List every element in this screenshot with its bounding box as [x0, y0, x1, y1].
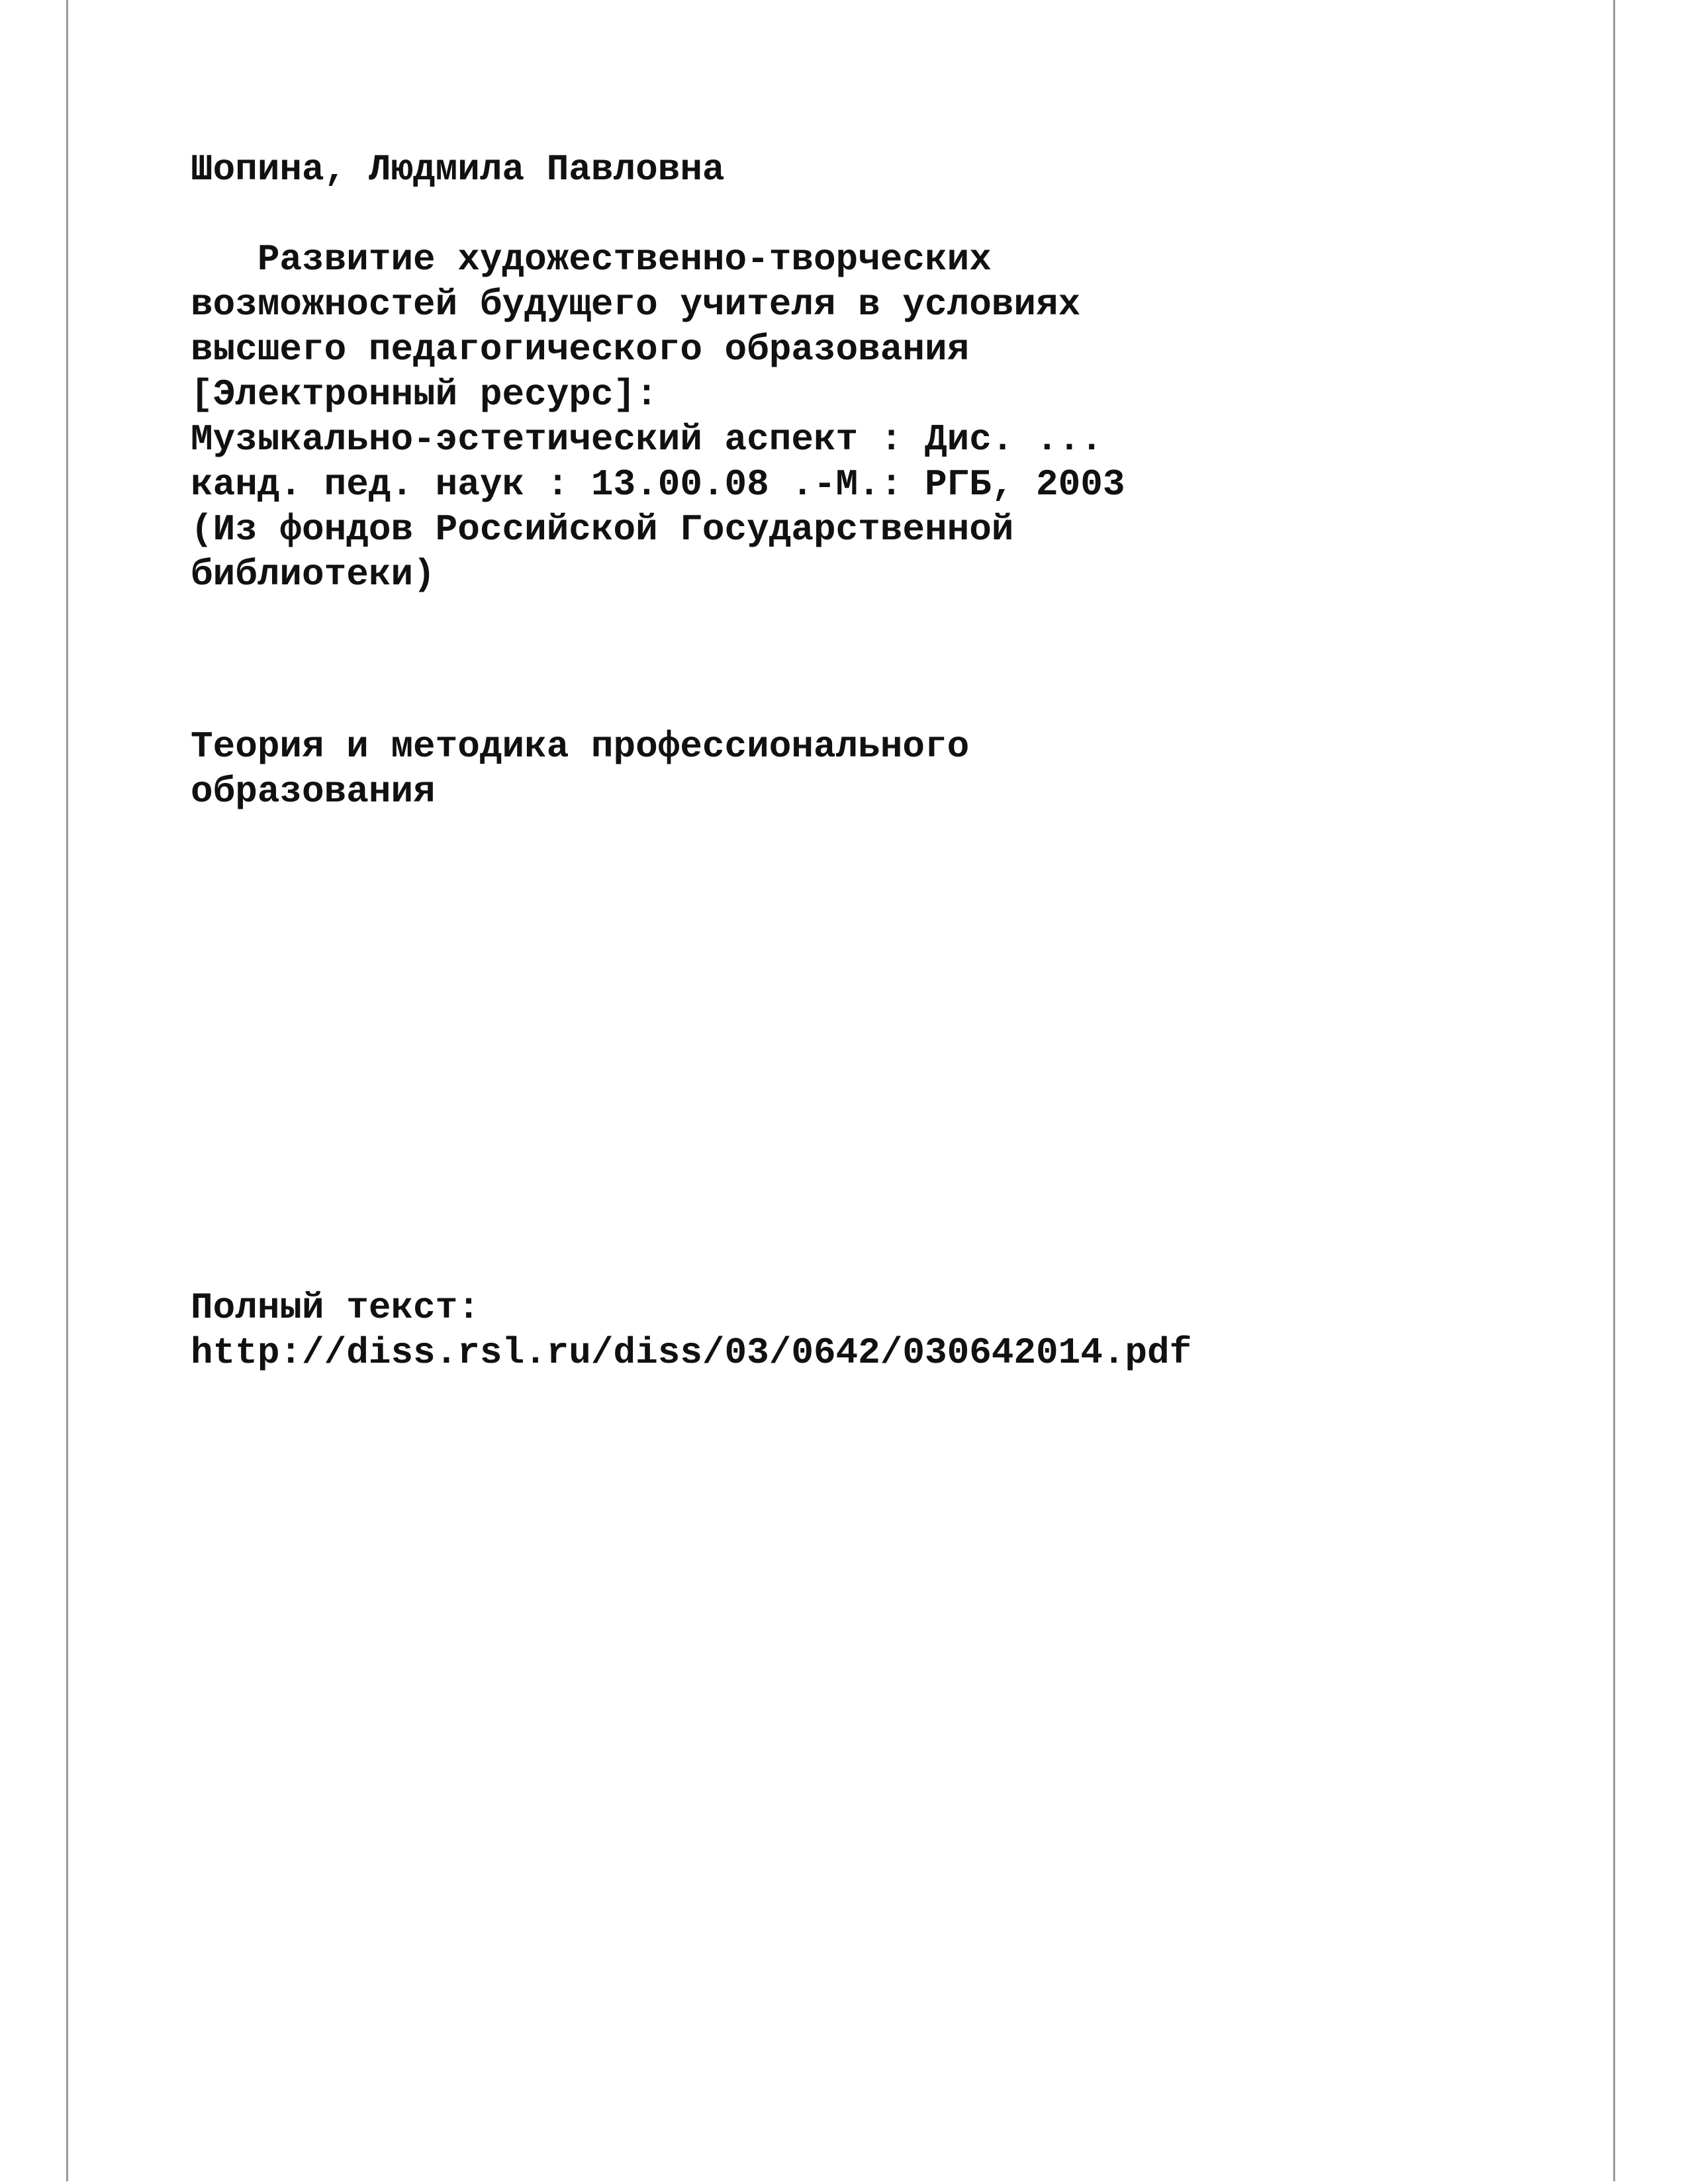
record-line: (Из фондов Российской Государственной: [191, 508, 1014, 551]
record-line: библиотеки): [191, 553, 436, 596]
record-line: Развитие художественно-творческих: [191, 238, 992, 281]
subject-line: образования: [191, 770, 436, 813]
author-block: [191, 147, 725, 192]
subject-line: Теория и методика профессионального: [191, 725, 970, 768]
subject-heading: [191, 724, 969, 814]
full-text-link[interactable]: http://diss.rsl.ru/diss/03/0642/030642014.pdf: [191, 1332, 1192, 1374]
author-name: Шопина, Людмила Павловна: [191, 148, 725, 191]
full-text-label: Полный текст:: [191, 1287, 480, 1329]
record-line: канд. пед. наук : 13.00.08 .-М.: РГБ, 2003: [191, 463, 1125, 506]
full-text-block: [191, 1285, 1192, 1375]
record-line: Музыкально-эстетический аспект : Дис. ...: [191, 418, 1103, 461]
record-line: возможностей будущего учителя в условиях: [191, 283, 1081, 326]
record-line: [Электронный ресурс]:: [191, 373, 658, 416]
bibliographic-record: [191, 237, 1125, 597]
record-line: высшего педагогического образования: [191, 328, 970, 371]
